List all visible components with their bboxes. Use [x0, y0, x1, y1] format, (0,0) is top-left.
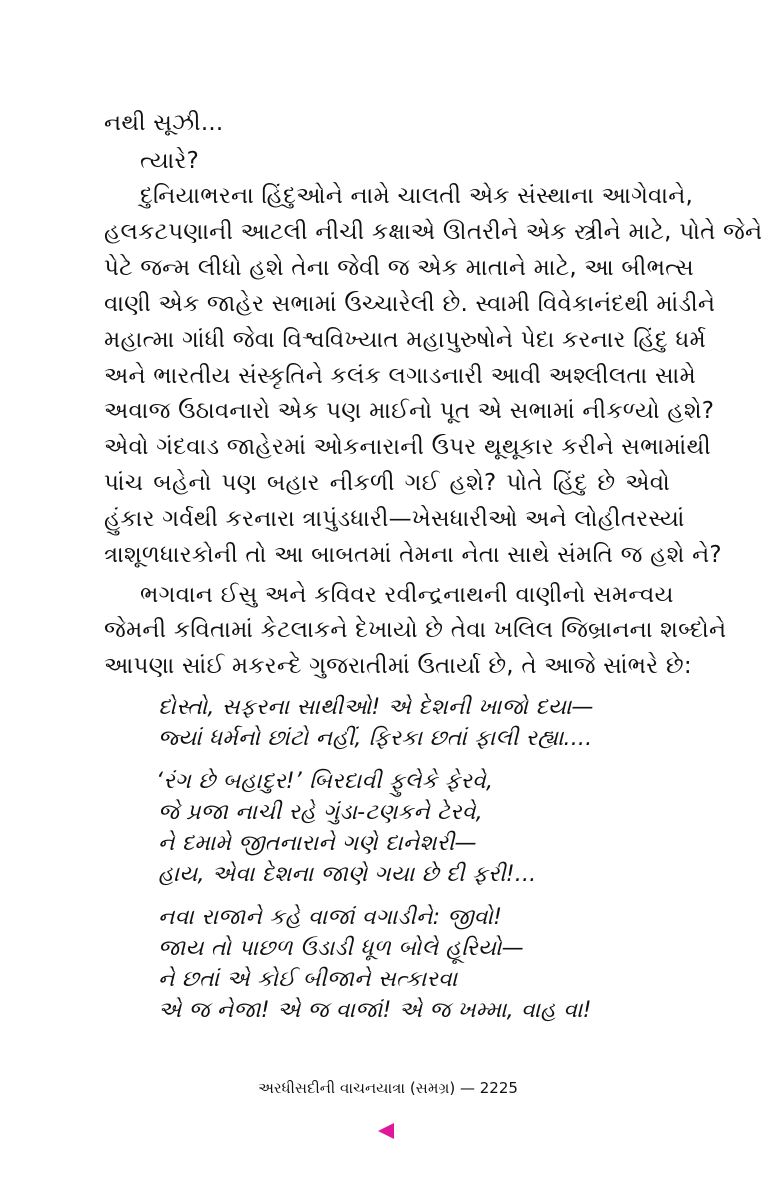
text-line: ભગવાન ઈસુ અને કવિવર રવીન્દ્રનાથની વાણીનો સમન્વય — [140, 582, 674, 608]
poem-line: ને છતાં એ કોઈ બીજાને સત્કારવા — [158, 967, 458, 992]
poem-line: દોસ્તો, સફરના સાથીઓ! એ દેશની ખાજો દયા— — [158, 695, 594, 720]
text-line: મહાત્મા ગાંધી જેવા વિશ્વવિખ્યાત મહાપુરુષોને પેદા કરનાર હિંદુ ધર્મ — [104, 327, 706, 353]
text-line: હુંકાર ગર્વથી કરનારા ત્રાપુંડધારી—ખેસધારીઓ અને લોહીતરસ્યાં — [104, 506, 685, 532]
poem-line: જ્યાં ધર્મનો છાંટો નહીં, ફિરકા છતાં ફાલી રહ્યા.... — [158, 726, 593, 751]
poem-line: ‘રંગ છે બહાદુર!’ બિરદાવી ફુલેકે ફેરવે, — [156, 769, 494, 794]
text-line: વાણી એક જાહેર સભામાં ઉચ્ચારેલી છે. સ્વામી વિવેકાનંદથી માંડીને — [104, 291, 716, 317]
text-line: હલકટપણાની આટલી નીચી કક્ષાએ ઊતરીને એક સ્ત્રીને માટે, પોતે જેને — [104, 219, 763, 245]
text-line: અવાજ ઉઠાવનારો એક પણ માઈનો પૂત એ સભામાં નીકળ્યો હશે? — [104, 398, 715, 424]
text-line: ત્યારે? — [140, 148, 199, 174]
previous-page-arrow-icon[interactable] — [378, 1123, 394, 1139]
poem-line: જાય તો પાછળ ઉડાડી ધૂળ બોલે હૂરિયો— — [158, 936, 524, 961]
text-line: નથી સૂઝી... — [104, 110, 224, 136]
text-line: પાંચ બહેનો પણ બહાર નીકળી ગઈ હશે? પોતે હિંદુ છે એવો — [104, 470, 670, 496]
poem-line: એ જ નેજા! એ જ વાજાં! એ જ ખમ્મા, વાહ વા! — [158, 998, 592, 1023]
poem-line: હાય, એવા દેશના જાણે ગયા છે દી ફરી!... — [158, 862, 537, 887]
poem-line: જે પ્રજા નાચી રહે ગુંડા-ટણકને ટેરવે, — [158, 800, 483, 825]
text-line: એવો ગંદવાડ જાહેરમાં ઓકનારાની ઉપર થૂથૂકાર કરીને સભામાંથી — [104, 434, 711, 460]
poem-line: નવા રાજાને કહે વાજાં વગાડીને: જીવો! — [158, 905, 503, 930]
text-line: પેટે જન્મ લીધો હશે તેના જેવી જ એક માતાને માટે, આ બીભત્સ — [104, 255, 694, 281]
page-footer: અરધીસદીની વાચનયાત્રા (સમગ્ર) — 2225 — [258, 1079, 518, 1097]
text-line: જેમની કવિતામાં કેટલાકને દેખાયો છે તેવા ખલિલ જિબ્રાનના શબ્દોને — [104, 617, 727, 643]
text-line: આપણા સાંઈ મકરન્દે ગુજરાતીમાં ઉતાર્યા છે, તે આજે સાંભરે છે: — [104, 653, 692, 679]
text-line: અને ભારતીય સંસ્કૃતિને કલંક લગાડનારી આવી અશ્લીલતા સામે — [104, 363, 696, 389]
text-line: ત્રાશૂળધારકોની તો આ બાબતમાં તેમના નેતા સાથે સંમતિ જ હશે ને? — [104, 542, 722, 568]
text-line: દુનિયાભરના હિંદુઓને નામે ચાલતી એક સંસ્થાના આગેવાને, — [140, 183, 694, 209]
poem-line: ને દમામે જીતનારાને ગણે દાનેશરી— — [158, 831, 477, 856]
